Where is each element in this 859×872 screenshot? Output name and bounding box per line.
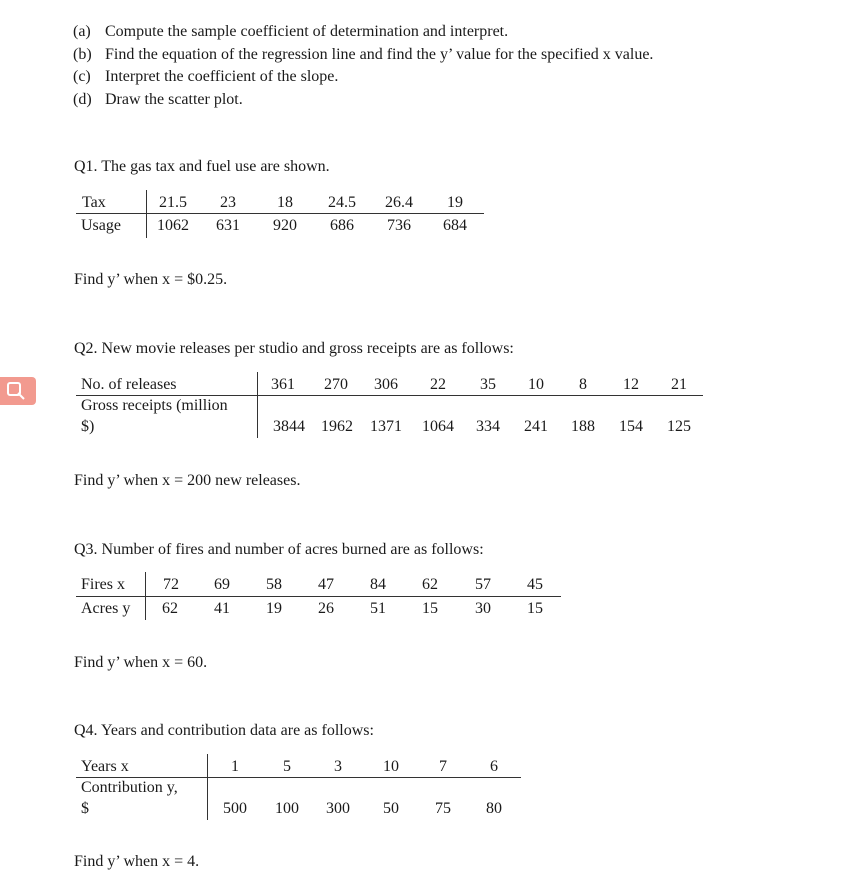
q3-cell: 69: [214, 576, 230, 593]
q1-cell: 19: [447, 194, 463, 211]
q2-cell: 21: [671, 376, 687, 393]
instruction-item: (a) Compute the sample coefficient of determination and interpret.: [73, 23, 509, 40]
q2-cell: 241: [524, 418, 548, 435]
q3-cell: 62: [162, 600, 178, 617]
q1-row1-label: Tax: [82, 194, 106, 211]
q4-cell: 3: [334, 758, 342, 775]
instruction-item: (c) Interpret the coefficient of the slope.: [73, 68, 339, 85]
q4-cell: 500: [223, 800, 247, 817]
q4-row1-label: Years x: [81, 758, 129, 775]
q2-cell: 12: [623, 376, 639, 393]
q4-cell: 50: [383, 800, 399, 817]
q3-title: Q3. Number of fires and number of acres burned are as follows:: [74, 541, 484, 558]
q1-cell: 631: [216, 217, 240, 234]
q2-find: Find y’ when x = 200 new releases.: [74, 472, 301, 489]
q4-separator: [207, 754, 208, 820]
side-search-tab[interactable]: [0, 377, 36, 405]
q1-divider: [76, 213, 484, 214]
q2-cell: 270: [324, 376, 348, 393]
q2-cell: 361: [271, 376, 295, 393]
q3-cell: 30: [475, 600, 491, 617]
q3-find: Find y’ when x = 60.: [74, 654, 208, 671]
q2-cell: 334: [476, 418, 500, 435]
q1-cell: 26.4: [385, 194, 413, 211]
q3-cell: 51: [370, 600, 386, 617]
q4-cell: 5: [283, 758, 291, 775]
q3-cell: 58: [266, 576, 282, 593]
q3-divider: [76, 596, 561, 597]
q1-cell: 18: [277, 194, 293, 211]
q2-cell: 10: [528, 376, 544, 393]
q3-cell: 26: [318, 600, 334, 617]
q2-divider: [76, 395, 703, 396]
q1-cell: 920: [273, 217, 297, 234]
q3-cell: 72: [163, 576, 179, 593]
q4-cell: 1: [231, 758, 239, 775]
q2-cell: 188: [571, 418, 595, 435]
q2-cell: 35: [480, 376, 496, 393]
q4-cell: 300: [326, 800, 350, 817]
q1-separator: [146, 190, 147, 238]
q3-row2-label: Acres y: [81, 600, 131, 617]
q1-cell: 736: [387, 217, 411, 234]
instructions-list: [73, 21, 653, 111]
q2-cell: 1962: [321, 418, 353, 435]
q4-row2-label-line1: Contribution y,: [81, 779, 178, 796]
q1-row2-label: Usage: [81, 217, 121, 234]
q3-cell: 57: [475, 576, 491, 593]
q2-separator: [257, 372, 258, 438]
q3-cell: 19: [266, 600, 282, 617]
q4-cell: 7: [439, 758, 447, 775]
q2-row1-label: No. of releases: [81, 376, 177, 393]
q3-cell: 84: [370, 576, 386, 593]
q2-cell: 1371: [370, 418, 402, 435]
q1-title: Q1. The gas tax and fuel use are shown.: [74, 158, 330, 175]
q3-cell: 15: [422, 600, 438, 617]
q4-cell: 6: [490, 758, 498, 775]
q3-cell: 62: [422, 576, 438, 593]
q2-cell: 306: [374, 376, 398, 393]
q4-find: Find y’ when x = 4.: [74, 853, 200, 870]
q3-cell: 47: [318, 576, 334, 593]
q2-title: Q2. New movie releases per studio and gross receipts are as follows:: [74, 340, 514, 357]
q3-separator: [145, 572, 146, 620]
q2-row2-label-line1: Gross receipts (million: [81, 397, 228, 414]
q4-divider: [76, 777, 521, 778]
q1-cell: 23: [220, 194, 236, 211]
q2-cell: 22: [430, 376, 446, 393]
q3-row1-label: Fires x: [81, 576, 125, 593]
q4-cell: 100: [275, 800, 299, 817]
q4-cell: 80: [486, 800, 502, 817]
q3-cell: 41: [214, 600, 230, 617]
instruction-item: (b) Find the equation of the regression line and find the y’ value for the specified x value.: [73, 45, 654, 63]
search-icon: [6, 381, 28, 401]
q2-cell: 1064: [422, 418, 454, 435]
q1-find: Find y’ when x = $0.25.: [74, 271, 228, 288]
q4-cell: 75: [435, 800, 451, 817]
q4-cell: 10: [383, 758, 399, 775]
q2-cell: 8: [579, 376, 587, 393]
q3-cell: 15: [527, 600, 543, 617]
q1-cell: 1062: [157, 217, 189, 234]
q2-cell: 154: [619, 418, 643, 435]
q1-cell: 24.5: [328, 194, 356, 211]
q4-row2-label-line2: $: [81, 800, 89, 817]
q2-row2-label-line2: $): [81, 418, 95, 435]
q1-cell: 686: [330, 217, 354, 234]
q2-cell: 125: [667, 418, 691, 435]
instruction-item: (d) Draw the scatter plot.: [73, 90, 243, 108]
q2-cell: 3844: [273, 418, 305, 435]
q4-title: Q4. Years and contribution data are as follows:: [74, 722, 374, 739]
q3-cell: 45: [527, 576, 543, 593]
q1-cell: 21.5: [159, 194, 187, 211]
q1-cell: 684: [443, 217, 467, 234]
